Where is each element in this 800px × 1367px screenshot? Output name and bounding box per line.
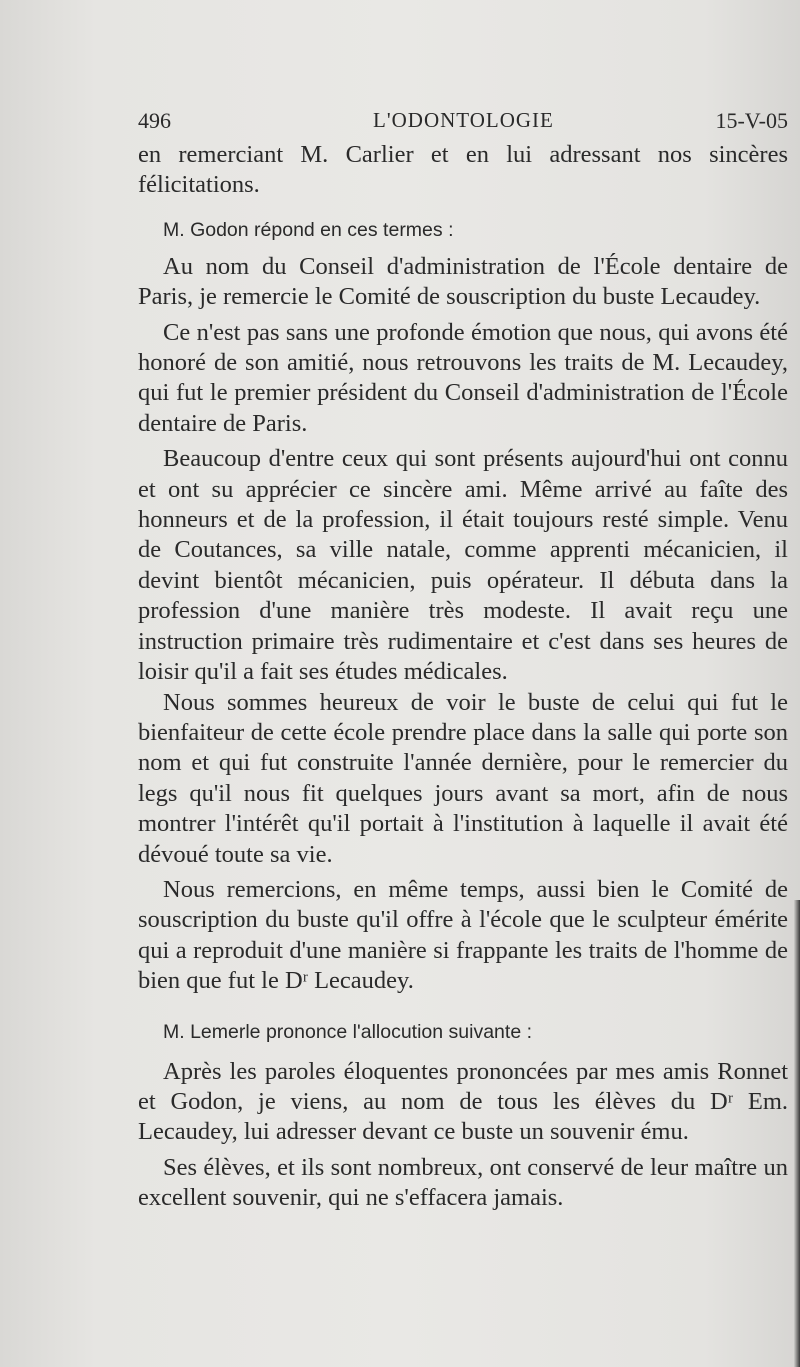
paragraph: Beaucoup d'entre ceux qui sont présents aujourd'hui ont connu et ont su apprécier ce sincère ami. Même arrivé au faîte des honneurs et de la profession, il était toujours resté simple. Venu de Coutances, sa ville natale, comme apprenti mécanicien, il devint bientôt mécanicien, puis opérateur. Il débuta dans la profession d'une manière très modeste. Il avait reçu une instruction primaire très rudimentaire et c'est dans ses heures de loisir qu'il a fait ses études médicales.: [138, 445, 788, 686]
body-text: [138, 140, 788, 1214]
page-number: 496: [138, 108, 171, 133]
speaker-line-godon: M. Godon répond en ces termes :: [163, 218, 454, 241]
issue-date: 15-V-05: [715, 108, 788, 133]
page-edge-shadow: [794, 900, 800, 1367]
paragraph-continuation: en remerciant M. Carlier et en lui adressant nos sincères félicitations.: [138, 141, 788, 199]
running-header: [138, 108, 788, 138]
paragraph: Au nom du Conseil d'administration de l'École dentaire de Paris, je remercie le Comité de souscription du buste Lecaudey.: [138, 252, 788, 311]
paragraph: Ce n'est pas sans une profonde émotion que nous, qui avons été honoré de son amitié, nous retrouvons les traits de M. Lecaudey, qui fut le premier président du Conseil d'administration de l'École dentaire de Paris.: [138, 318, 788, 437]
paragraph: Nous remercions, en même temps, aussi bien le Comité de souscription du buste qu'il offre à l'école que le sculpteur émérite qui a reproduit d'une manière si frappante les traits de l'homme de bien que fut le Dʳ Lecaudey.: [138, 875, 788, 995]
paragraph: Ses élèves, et ils sont nombreux, ont conservé de leur maître un excellent souvenir, qui ne s'effacera jamais.: [138, 1153, 788, 1212]
paragraph: Nous sommes heureux de voir le buste de celui qui fut le bienfaiteur de cette école prendre place dans la salle qui porte son nom et qui fut construite l'année dernière, pour le remercier du legs qu'il nous fit quelques jours avant sa mort, afin de nous montrer l'intérêt qu'il portait à l'institution à laquelle il avait été dévoué toute sa vie.: [138, 688, 788, 868]
paragraph: Après les paroles éloquentes prononcées par mes amis Ronnet et Godon, je viens, au nom de tous les élèves du Dʳ Em. Lecaudey, lui adresser devant ce buste un souvenir ému.: [138, 1057, 788, 1146]
speaker-line-lemerle: M. Lemerle prononce l'allocution suivante :: [163, 1020, 533, 1043]
journal-title: L'ODONTOLOGIE: [373, 108, 554, 132]
